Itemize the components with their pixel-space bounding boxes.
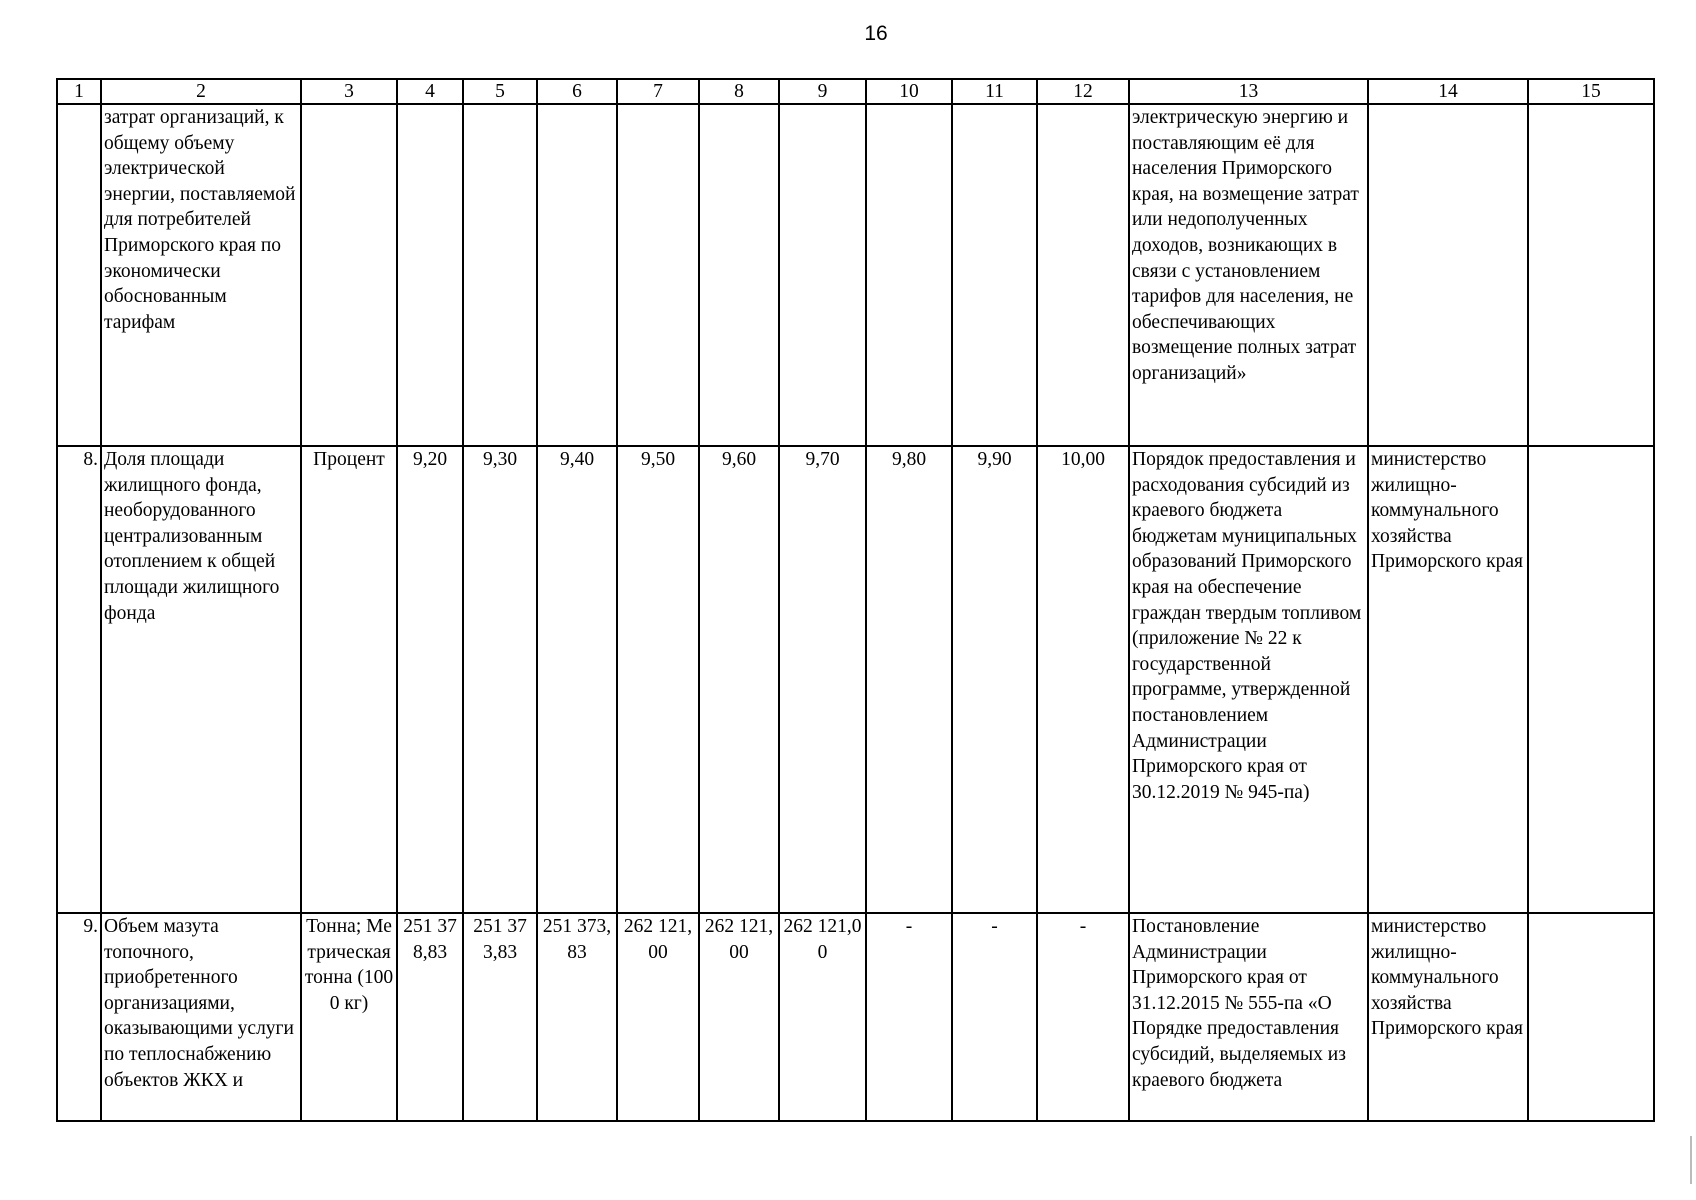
value-cell [537, 104, 617, 446]
page-number: 16 [864, 22, 888, 45]
value-cell: 9,80 [866, 446, 952, 913]
indicator-name: Доля площади жилищного фонда, необорудованного централизованным отоплением к общей площади жилищного фонда [101, 446, 301, 913]
column-15-cell [1528, 446, 1654, 913]
indicator-name: Объем мазута топочного, приобретенного организациями, оказывающими услуги по теплоснабжению объектов ЖКХ и [101, 913, 301, 1121]
value-cell: 262 121,00 [617, 913, 699, 1121]
column-header: 9 [779, 79, 866, 104]
column-header: 6 [537, 79, 617, 104]
value-cell [952, 104, 1037, 446]
unit-cell: Процент [301, 446, 397, 913]
value-cell: 262 121,00 [699, 913, 779, 1121]
column-header: 8 [699, 79, 779, 104]
value-cell [1037, 104, 1129, 446]
indicator-name: затрат организаций, к общему объему электрической энергии, поставляемой для потребителей Приморского края по экономически обоснованным тарифам [101, 104, 301, 446]
value-cell [866, 104, 952, 446]
column-header: 2 [101, 79, 301, 104]
value-cell: 9,60 [699, 446, 779, 913]
column-header: 5 [463, 79, 537, 104]
column-header: 4 [397, 79, 463, 104]
column-header: 10 [866, 79, 952, 104]
column-header: 11 [952, 79, 1037, 104]
value-cell: 9,30 [463, 446, 537, 913]
column-header-row [57, 79, 1654, 104]
value-cell [699, 104, 779, 446]
value-cell: 9,70 [779, 446, 866, 913]
value-cell: 262 121,00 [779, 913, 866, 1121]
unit-cell [301, 104, 397, 446]
column-header: 15 [1528, 79, 1654, 104]
value-cell: 251 373,83 [463, 913, 537, 1121]
column-header: 14 [1368, 79, 1528, 104]
responsible-executor [1368, 104, 1528, 446]
value-cell: 9,90 [952, 446, 1037, 913]
value-cell: 251 378,83 [397, 913, 463, 1121]
value-cell: - [952, 913, 1037, 1121]
column-15-cell [1528, 104, 1654, 446]
value-cell [617, 104, 699, 446]
value-cell: 9,20 [397, 446, 463, 913]
regulatory-document: Порядок предоставления и расходования субсидий из краевого бюджета бюджетам муниципальных образований Приморского края на обеспечение граждан твердым топливом (приложение № 22 к государственной программе, утвержденной постановлением Администрации Приморского края от 30.12.2019 № 945-па) [1129, 446, 1368, 913]
column-header: 12 [1037, 79, 1129, 104]
row-number [57, 104, 101, 446]
column-header: 1 [57, 79, 101, 104]
value-cell [779, 104, 866, 446]
row-number: 8. [57, 446, 101, 913]
value-cell: 10,00 [1037, 446, 1129, 913]
table-row [57, 913, 1654, 1121]
value-cell: 9,40 [537, 446, 617, 913]
row-number: 9. [57, 913, 101, 1121]
responsible-executor: министерство жилищно-коммунального хозяйства Приморского края [1368, 913, 1528, 1121]
indicator-table [56, 78, 1655, 1122]
column-header: 3 [301, 79, 397, 104]
regulatory-document: Постановление Администрации Приморского края от 31.12.2015 № 555-па «О Порядке предоставления субсидий, выделяемых из краевого бюджета [1129, 913, 1368, 1121]
table-row [57, 446, 1654, 913]
column-header: 7 [617, 79, 699, 104]
value-cell [463, 104, 537, 446]
regulatory-document: электрическую энергию и поставляющим её для населения Приморского края, на возмещение затрат или недополученных доходов, возникающих в связи с установлением тарифов для населения, не обеспечивающих возмещение полных затрат организаций» [1129, 104, 1368, 446]
table-row [57, 104, 1654, 446]
value-cell: 9,50 [617, 446, 699, 913]
column-15-cell [1528, 913, 1654, 1121]
column-header: 13 [1129, 79, 1368, 104]
value-cell [397, 104, 463, 446]
responsible-executor: министерство жилищно-коммунального хозяйства Приморского края [1368, 446, 1528, 913]
scan-edge-mark [1690, 1136, 1692, 1184]
value-cell: - [1037, 913, 1129, 1121]
unit-cell: Тонна; Метрическая тонна (1000 кг) [301, 913, 397, 1121]
value-cell: - [866, 913, 952, 1121]
value-cell: 251 373,83 [537, 913, 617, 1121]
